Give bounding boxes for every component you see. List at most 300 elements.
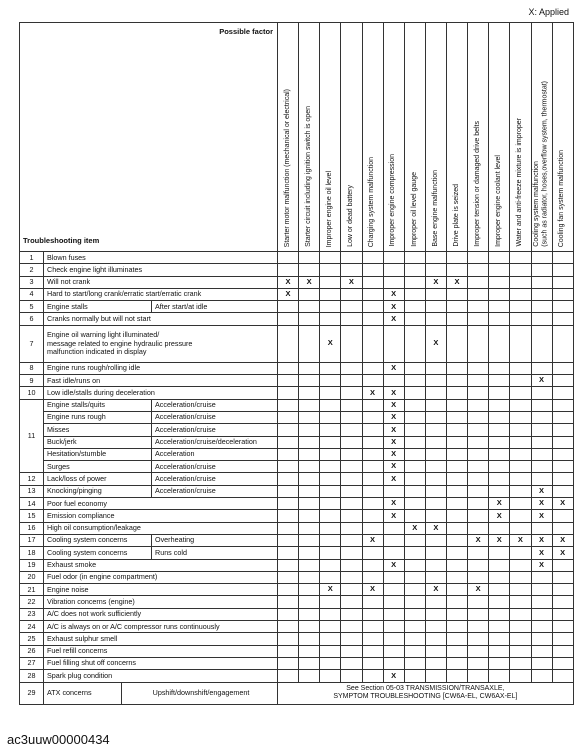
factor-cell — [489, 362, 510, 374]
factor-cell — [447, 313, 468, 325]
factor-cell — [362, 645, 383, 657]
factor-cell — [278, 375, 299, 387]
factor-cell — [425, 498, 446, 510]
factor-cell — [383, 276, 404, 288]
factor-cell — [341, 559, 362, 571]
factor-header: Improper tension or damaged drive belts — [468, 23, 489, 252]
factor-cell — [489, 264, 510, 276]
table-row — [20, 633, 574, 645]
row-item: Lack/loss of power — [44, 473, 152, 485]
factor-cell — [404, 411, 425, 423]
applied-mark: X — [425, 584, 446, 596]
table-row — [20, 571, 574, 583]
row-condition: Acceleration/cruise — [152, 485, 278, 497]
factor-cell — [447, 571, 468, 583]
factor-cell — [425, 645, 446, 657]
row-number: 10 — [20, 387, 44, 399]
factor-cell — [362, 436, 383, 448]
factor-cell — [404, 559, 425, 571]
row-number: 18 — [20, 547, 44, 559]
row-condition: After start/at idle — [152, 301, 278, 313]
factor-cell — [278, 424, 299, 436]
factor-cell — [531, 633, 552, 645]
factor-cell — [341, 547, 362, 559]
row-number: 22 — [20, 596, 44, 608]
table-body — [20, 252, 574, 705]
table-row — [20, 547, 574, 559]
factor-cell — [447, 375, 468, 387]
factor-cell — [447, 448, 468, 460]
factor-cell — [531, 571, 552, 583]
factor-cell — [362, 522, 383, 534]
row-number: 15 — [20, 510, 44, 522]
factor-cell — [489, 325, 510, 362]
factor-cell — [320, 411, 341, 423]
factor-cell — [299, 621, 320, 633]
factor-cell — [489, 375, 510, 387]
factor-cell — [552, 264, 573, 276]
table-row — [20, 559, 574, 571]
factor-cell — [404, 596, 425, 608]
factor-cell — [531, 362, 552, 374]
factor-cell — [489, 313, 510, 325]
factor-cell — [510, 375, 531, 387]
factor-cell — [552, 399, 573, 411]
applied-mark: X — [468, 584, 489, 596]
factor-cell — [341, 301, 362, 313]
factor-cell — [425, 313, 446, 325]
applied-mark: X — [531, 498, 552, 510]
factor-cell — [447, 584, 468, 596]
factor-cell — [447, 498, 468, 510]
factor-cell — [489, 473, 510, 485]
factor-cell — [425, 264, 446, 276]
factor-cell — [447, 547, 468, 559]
row-item: Fuel odor (in engine compartment) — [44, 571, 278, 583]
factor-cell — [425, 571, 446, 583]
factor-cell — [362, 571, 383, 583]
factor-cell — [278, 510, 299, 522]
header-corner — [20, 23, 278, 252]
row-number: 5 — [20, 301, 44, 313]
factor-cell — [278, 633, 299, 645]
row-number: 6 — [20, 313, 44, 325]
factor-cell — [447, 301, 468, 313]
factor-cell — [278, 461, 299, 473]
factor-cell — [510, 252, 531, 264]
factor-header: Cooling system malfunction (such as radiator, hoses,overflow system, thermostat) — [531, 23, 552, 252]
factor-cell — [552, 473, 573, 485]
factor-cell — [468, 325, 489, 362]
row-item: ATX concerns — [44, 682, 122, 704]
factor-cell — [320, 448, 341, 460]
factor-cell — [341, 252, 362, 264]
factor-cell — [552, 375, 573, 387]
applied-mark: X — [383, 313, 404, 325]
table-row — [20, 584, 574, 596]
factor-cell — [447, 608, 468, 620]
factor-cell — [299, 461, 320, 473]
applied-mark: X — [531, 485, 552, 497]
factor-cell — [510, 547, 531, 559]
factor-cell — [468, 288, 489, 300]
factor-cell — [531, 621, 552, 633]
row-number: 4 — [20, 288, 44, 300]
applied-mark: X — [531, 559, 552, 571]
factor-cell — [404, 276, 425, 288]
factor-cell — [510, 584, 531, 596]
applied-mark: X — [383, 473, 404, 485]
factor-cell — [404, 448, 425, 460]
factor-cell — [531, 399, 552, 411]
factor-cell — [299, 411, 320, 423]
factor-cell — [489, 657, 510, 669]
factor-cell — [341, 424, 362, 436]
factor-cell — [299, 522, 320, 534]
factor-cell — [404, 473, 425, 485]
factor-cell — [278, 670, 299, 682]
factor-cell — [383, 522, 404, 534]
row-number: 16 — [20, 522, 44, 534]
factor-cell — [278, 252, 299, 264]
row-item: Spark plug condition — [44, 670, 278, 682]
factor-header: Low or dead battery — [341, 23, 362, 252]
factor-cell — [341, 657, 362, 669]
factor-cell — [404, 436, 425, 448]
row-item: Misses — [44, 424, 152, 436]
factor-cell — [489, 276, 510, 288]
factor-cell — [320, 461, 341, 473]
factor-cell — [320, 534, 341, 546]
factor-cell — [531, 461, 552, 473]
factor-cell — [341, 498, 362, 510]
factor-cell — [552, 424, 573, 436]
row-item: Engine noise — [44, 584, 278, 596]
factor-cell — [341, 375, 362, 387]
factor-cell — [404, 510, 425, 522]
factor-cell — [468, 559, 489, 571]
factor-cell — [362, 547, 383, 559]
factor-cell — [341, 596, 362, 608]
factor-cell — [425, 670, 446, 682]
factor-cell — [404, 288, 425, 300]
row-item: Fast idle/runs on — [44, 375, 278, 387]
factor-cell — [404, 387, 425, 399]
factor-cell — [425, 608, 446, 620]
factor-cell — [299, 264, 320, 276]
factor-header: Drive plate is seized — [447, 23, 468, 252]
factor-cell — [320, 264, 341, 276]
factor-cell — [341, 510, 362, 522]
factor-cell — [531, 264, 552, 276]
factor-cell — [489, 436, 510, 448]
legend-text: X: Applied — [528, 7, 569, 17]
factor-cell — [510, 498, 531, 510]
factor-cell — [320, 424, 341, 436]
factor-cell — [447, 424, 468, 436]
factor-header: Improper oil level gauge — [404, 23, 425, 252]
factor-cell — [404, 424, 425, 436]
factor-cell — [278, 596, 299, 608]
factor-cell — [489, 645, 510, 657]
factor-cell — [510, 325, 531, 362]
row-item: Exhaust sulphur smell — [44, 633, 278, 645]
factor-cell — [552, 571, 573, 583]
factor-cell — [383, 657, 404, 669]
applied-mark: X — [362, 584, 383, 596]
factor-cell — [341, 534, 362, 546]
table-row — [20, 645, 574, 657]
factor-cell — [447, 252, 468, 264]
factor-cell — [320, 547, 341, 559]
factor-cell — [341, 362, 362, 374]
row-number: 20 — [20, 571, 44, 583]
applied-mark: X — [383, 424, 404, 436]
factor-cell — [552, 436, 573, 448]
factor-cell — [320, 375, 341, 387]
factor-cell — [320, 252, 341, 264]
factor-cell — [447, 596, 468, 608]
factor-cell — [510, 670, 531, 682]
factor-cell — [362, 510, 383, 522]
applied-mark: X — [383, 411, 404, 423]
row-note: See Section 05-03 TRANSMISSION/TRANSAXLE, SYMPTOM TROUBLESHOOTING [CW6A-EL, CW6AX-EL] — [278, 682, 574, 704]
factor-cell — [362, 559, 383, 571]
factor-cell — [404, 399, 425, 411]
factor-cell — [362, 608, 383, 620]
applied-mark: X — [552, 547, 573, 559]
table-row — [20, 534, 574, 546]
row-number: 25 — [20, 633, 44, 645]
factor-cell — [320, 387, 341, 399]
applied-mark: X — [341, 276, 362, 288]
factor-cell — [425, 375, 446, 387]
factor-cell — [320, 571, 341, 583]
factor-cell — [468, 461, 489, 473]
factor-cell — [552, 645, 573, 657]
table-row — [20, 436, 574, 448]
applied-mark: X — [552, 498, 573, 510]
factor-cell — [468, 657, 489, 669]
factor-cell — [362, 325, 383, 362]
factor-cell — [299, 596, 320, 608]
factor-cell — [552, 559, 573, 571]
factor-cell — [468, 375, 489, 387]
applied-mark: X — [383, 559, 404, 571]
factor-cell — [278, 645, 299, 657]
factor-cell — [299, 559, 320, 571]
factor-cell — [425, 411, 446, 423]
factor-cell — [425, 387, 446, 399]
row-item: Fuel filling shut off concerns — [44, 657, 278, 669]
row-number: 7 — [20, 325, 44, 362]
factor-cell — [383, 608, 404, 620]
factor-cell — [468, 399, 489, 411]
factor-cell — [468, 571, 489, 583]
row-item: Hard to start/long crank/erratic start/erratic crank — [44, 288, 278, 300]
row-condition: Overheating — [152, 534, 278, 546]
factor-cell — [489, 608, 510, 620]
row-number: 9 — [20, 375, 44, 387]
factor-cell — [552, 510, 573, 522]
factor-cell — [362, 313, 383, 325]
table-row — [20, 399, 574, 411]
factor-cell — [510, 362, 531, 374]
factor-cell — [362, 448, 383, 460]
factor-cell — [425, 534, 446, 546]
row-item: Buck/jerk — [44, 436, 152, 448]
factor-cell — [468, 522, 489, 534]
row-item: Check engine light illuminates — [44, 264, 278, 276]
factor-cell — [383, 584, 404, 596]
factor-cell — [383, 252, 404, 264]
factor-cell — [362, 362, 383, 374]
row-number: 8 — [20, 362, 44, 374]
factor-cell — [510, 657, 531, 669]
factor-cell — [552, 596, 573, 608]
factor-cell — [299, 399, 320, 411]
troubleshooting-item-label: Troubleshooting item — [23, 236, 100, 246]
table-row — [20, 252, 574, 264]
factor-cell — [489, 461, 510, 473]
row-item: Fuel refill concerns — [44, 645, 278, 657]
factor-cell — [552, 608, 573, 620]
factor-cell — [510, 448, 531, 460]
factor-cell — [341, 313, 362, 325]
factor-cell — [320, 473, 341, 485]
factor-cell — [468, 387, 489, 399]
factor-cell — [510, 510, 531, 522]
applied-mark: X — [531, 510, 552, 522]
factor-cell — [299, 608, 320, 620]
factor-cell — [299, 288, 320, 300]
factor-cell — [362, 621, 383, 633]
factor-cell — [404, 534, 425, 546]
factor-cell — [552, 584, 573, 596]
applied-mark: X — [320, 584, 341, 596]
table-row — [20, 276, 574, 288]
factor-header: Water and anti-freeze mixture is improper — [510, 23, 531, 252]
factor-cell — [447, 473, 468, 485]
possible-factor-label: Possible factor — [219, 27, 273, 36]
factor-cell — [341, 448, 362, 460]
factor-cell — [299, 301, 320, 313]
factor-cell — [383, 264, 404, 276]
factor-cell — [320, 436, 341, 448]
row-item: Emission compliance — [44, 510, 278, 522]
row-number: 1 — [20, 252, 44, 264]
table-row — [20, 498, 574, 510]
factor-cell — [404, 571, 425, 583]
applied-mark: X — [383, 387, 404, 399]
factor-cell — [531, 325, 552, 362]
factor-cell — [468, 485, 489, 497]
applied-mark: X — [299, 276, 320, 288]
factor-cell — [552, 387, 573, 399]
factor-cell — [299, 510, 320, 522]
factor-cell — [320, 657, 341, 669]
factor-cell — [341, 621, 362, 633]
factor-cell — [468, 645, 489, 657]
factor-cell — [468, 411, 489, 423]
factor-cell — [299, 436, 320, 448]
table-row — [20, 682, 574, 704]
factor-cell — [341, 522, 362, 534]
factor-cell — [278, 547, 299, 559]
header-row — [20, 23, 574, 252]
factor-cell — [425, 399, 446, 411]
table-row — [20, 288, 574, 300]
factor-cell — [425, 436, 446, 448]
factor-cell — [510, 387, 531, 399]
row-item: Engine runs rough/rolling idle — [44, 362, 278, 374]
factor-cell — [489, 621, 510, 633]
factor-cell — [383, 534, 404, 546]
row-item: Vibration concerns (engine) — [44, 596, 278, 608]
factor-cell — [362, 461, 383, 473]
factor-cell — [489, 411, 510, 423]
factor-cell — [531, 411, 552, 423]
row-item: Knocking/pinging — [44, 485, 152, 497]
table-row — [20, 608, 574, 620]
row-item: Poor fuel economy — [44, 498, 278, 510]
factor-cell — [383, 547, 404, 559]
factor-cell — [447, 288, 468, 300]
factor-cell — [510, 645, 531, 657]
factor-cell — [404, 547, 425, 559]
factor-cell — [425, 621, 446, 633]
applied-mark: X — [489, 498, 510, 510]
applied-mark: X — [362, 387, 383, 399]
factor-cell — [425, 547, 446, 559]
factor-cell — [489, 522, 510, 534]
factor-cell — [468, 510, 489, 522]
row-item: Surges — [44, 461, 152, 473]
factor-cell — [362, 399, 383, 411]
table-row — [20, 375, 574, 387]
factor-cell — [489, 252, 510, 264]
table-row — [20, 522, 574, 534]
row-number: 17 — [20, 534, 44, 546]
applied-mark: X — [552, 534, 573, 546]
factor-cell — [404, 461, 425, 473]
table-row — [20, 510, 574, 522]
factor-cell — [404, 498, 425, 510]
factor-cell — [531, 608, 552, 620]
factor-cell — [447, 645, 468, 657]
factor-cell — [447, 657, 468, 669]
factor-cell — [341, 325, 362, 362]
factor-cell — [383, 325, 404, 362]
row-condition: Acceleration/cruise — [152, 411, 278, 423]
factor-cell — [362, 657, 383, 669]
factor-cell — [552, 325, 573, 362]
row-number: 14 — [20, 498, 44, 510]
table-row — [20, 313, 574, 325]
factor-cell — [362, 375, 383, 387]
factor-cell — [278, 473, 299, 485]
factor-header: Improper engine coolant level — [489, 23, 510, 252]
factor-cell — [510, 633, 531, 645]
factor-cell — [299, 424, 320, 436]
applied-mark: X — [383, 301, 404, 313]
factor-cell — [278, 559, 299, 571]
factor-cell — [383, 596, 404, 608]
factor-cell — [489, 571, 510, 583]
factor-cell — [425, 448, 446, 460]
applied-mark: X — [383, 461, 404, 473]
factor-cell — [447, 621, 468, 633]
